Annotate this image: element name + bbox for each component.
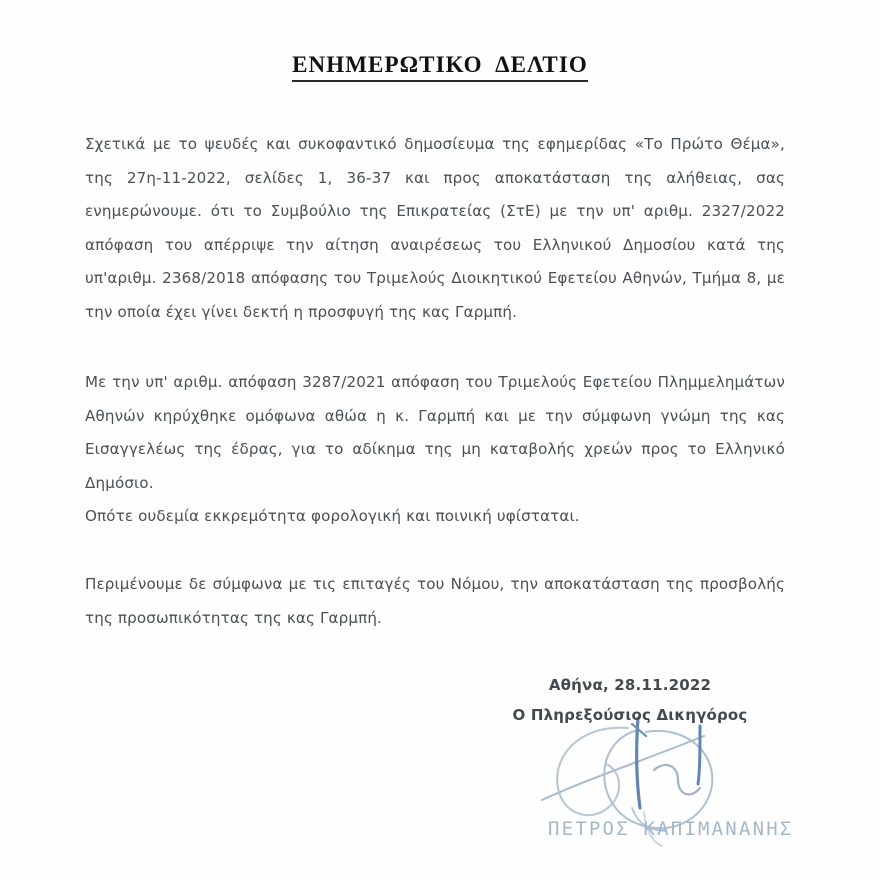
handwritten-name: ΠΕΤΡΟΣ ΚΑΠΙΜΑΝΑΝΗΣ	[548, 818, 794, 840]
paragraph-1: Σχετικά με το ψευδές και συκοφαντικό δημοσίευμα της εφημερίδας «Το Πρώτο Θέμα», της 27η-11-2022, σελίδες 1, 36-37 και προς αποκατάσταση της αλήθειας, σας ενημερώνουμε. ότι το Συμβούλιο της Επικρατείας (ΣτΕ) με την υπ' αριθμ. 2327/2022 απόφαση του απέρριψε την αίτηση αναιρέσεως του Ελληνικού Δημοσίου κατά της υπ'αριθμ. 2368/2018 απόφασης του Τριμελούς Διοικητικού Εφετείου Αθηνών, Τμήμα 8, με την οποία έχει γίνει δεκτή η προσφυγή της κας Γαρμπή.	[85, 135, 785, 321]
page-title: ΕΝΗΜΕΡΩΤΙΚΟ ΔΕΛΤΙΟ	[292, 52, 588, 82]
paragraph-1-container	[85, 128, 785, 330]
paragraph-2-container	[85, 366, 785, 500]
page-title-container	[0, 52, 880, 82]
paragraph-2: Με την υπ' αριθμ. απόφαση 3287/2021 απόφαση του Τριμελούς Εφετείου Πλημμελημάτων Αθηνών κηρύχθηκε ομόφωνα αθώα η κ. Γαρμπή και με την σύμφωνη γνώμη της κας Εισαγγελέως της έδρας, για το αδίκημα της μη καταβολής χρεών προς το Ελληνικό Δημόσιο.	[85, 373, 785, 492]
paragraph-3-container	[85, 500, 785, 534]
handwritten-name-container	[548, 818, 848, 858]
paragraph-4: Περιμένουμε δε σύμφωνα με τις επιταγές του Νόμου, την αποκατάσταση της προσβολής της προσωπικότητας της κας Γαρμπή.	[85, 575, 785, 627]
signature-block	[430, 670, 830, 730]
paragraph-4-container	[85, 568, 785, 635]
signature-role: Ο Πληρεξούσιος Δικηγόρος	[512, 706, 748, 724]
paragraph-3: Οπότε ουδεμία εκκρεμότητα φορολογική και ποινική υφίσταται.	[85, 507, 580, 525]
signature-place-date: Αθήνα, 28.11.2022	[548, 676, 712, 694]
